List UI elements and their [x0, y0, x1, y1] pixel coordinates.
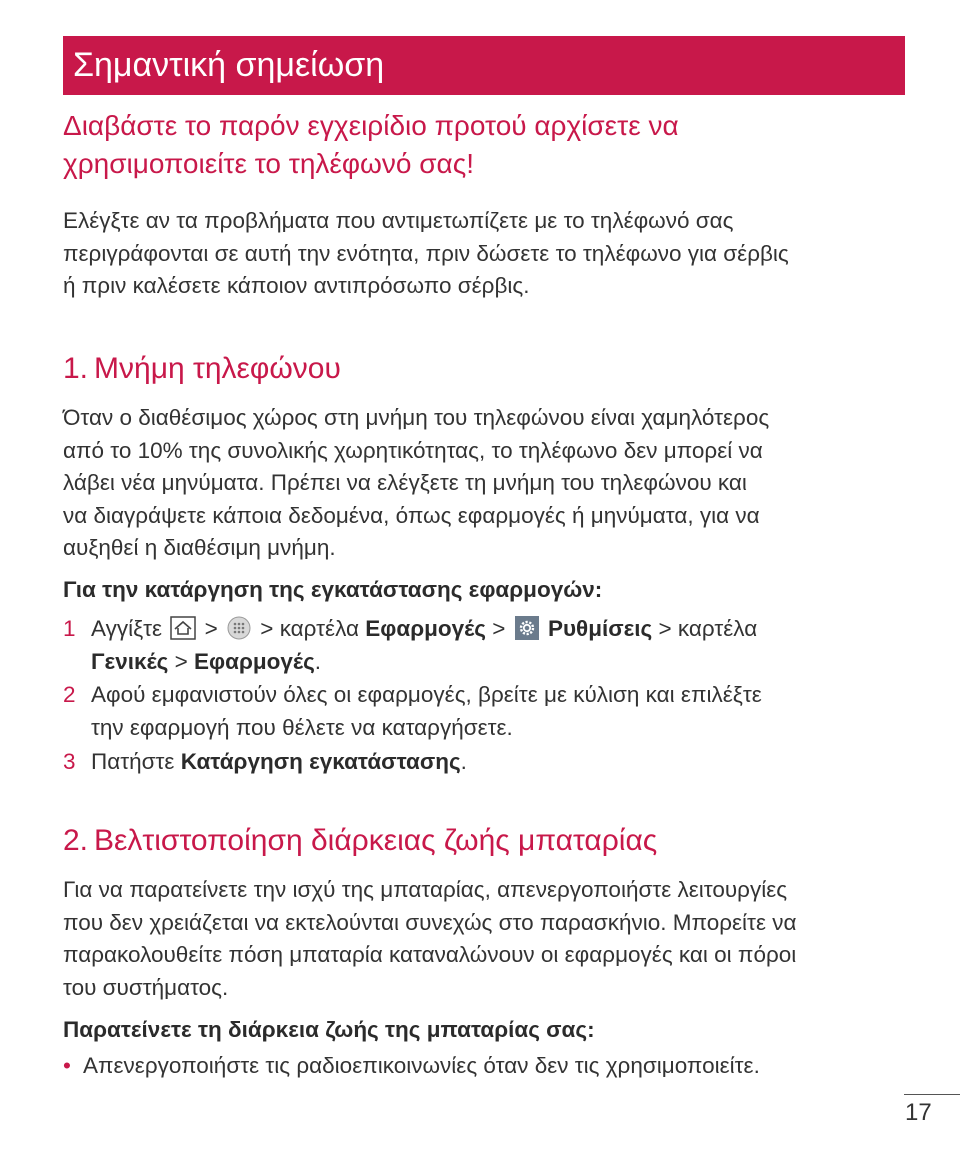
- bullet-item: [63, 1050, 905, 1082]
- paragraph-line: αυξηθεί η διαθέσιμη μνήμη.: [63, 535, 336, 560]
- paragraph-line: περιγράφονται σε αυτή την ενότητα, πριν δώσετε το τηλέφωνο για σέρβις: [63, 240, 789, 266]
- apps-tab-label: Εφαρμογές: [365, 616, 486, 641]
- step-text: .: [314, 649, 322, 674]
- page-title: Σημαντική σημείωση: [73, 46, 385, 84]
- settings-label: Ρυθμίσεις: [547, 616, 653, 641]
- step-text: > καρτέλα: [260, 616, 359, 641]
- intro-subtitle-line: χρησιμοποιείτε το τηλέφωνό σας!: [63, 148, 474, 179]
- step-number: 2: [63, 682, 76, 707]
- step-number: 3: [63, 749, 76, 774]
- section-2-title: [63, 822, 657, 860]
- paragraph-line: παρακολουθείτε πόση μπαταρία καταναλώνουν οι εφαρμογές και οι πόροι: [63, 942, 797, 967]
- intro-subtitle-line: Διαβάστε το παρόν εγχειρίδιο προτού αρχίσετε να: [63, 110, 679, 141]
- paragraph-line: που δεν χρειάζεται να εκτελούνται συνεχώς στο παρασκήνιο. Μπορείτε να: [63, 909, 797, 935]
- step-separator: >: [204, 616, 218, 641]
- step-body: [91, 678, 905, 744]
- page-number: 17: [905, 1099, 932, 1126]
- step-1: [63, 612, 905, 678]
- apps-icon: [226, 616, 252, 640]
- step-body: [91, 745, 905, 778]
- section-1-paragraph: [63, 402, 905, 565]
- paragraph-line: λάβει νέα μηνύματα. Πρέπει να ελέγξετε τη μνήμη του τηλεφώνου και: [63, 470, 747, 495]
- applications-label: Εφαρμογές: [194, 649, 315, 674]
- header-banner: [63, 36, 905, 95]
- step-number: 1: [63, 616, 76, 641]
- step-separator: >: [492, 616, 506, 641]
- step-body: [91, 612, 905, 678]
- section-1-heading: Μνήμη τηλεφώνου: [94, 352, 341, 385]
- uninstall-heading: Για την κατάργηση της εγκατάστασης εφαρμογών:: [63, 577, 603, 602]
- uninstall-label: Κατάργηση εγκατάστασης: [180, 749, 461, 774]
- home-key-icon: [170, 616, 196, 640]
- settings-gear-icon: [514, 616, 540, 640]
- paragraph-line: ή πριν καλέσετε κάποιον αντιπρόσωπο σέρβις.: [63, 273, 530, 298]
- intro-paragraph: [63, 205, 905, 303]
- footer-rule: [904, 1094, 960, 1095]
- paragraph-line: Όταν ο διαθέσιμος χώρος στη μνήμη του τηλεφώνου είναι χαμηλότερος: [63, 405, 770, 430]
- paragraph-line: να διαγράψετε κάποια δεδομένα, όπως εφαρμογές ή μηνύματα, για να: [63, 502, 760, 528]
- paragraph-line: του συστήματος.: [63, 974, 229, 1000]
- paragraph-line: από το 10% της συνολικής χωρητικότητας, το τηλέφωνο δεν μπορεί να: [63, 437, 763, 463]
- step-3: [63, 745, 905, 778]
- section-1-number: 1.: [63, 352, 89, 385]
- step-text: Αφού εμφανιστούν όλες οι εφαρμογές, βρείτε με κύλιση και επιλέξτε: [91, 682, 762, 707]
- bullet-text: Απενεργοποιήστε τις ραδιοεπικοινωνίες όταν δεν τις χρησιμοποιείτε.: [83, 1053, 760, 1078]
- intro-subtitle: [63, 107, 905, 183]
- step-text: > καρτέλα: [658, 616, 758, 641]
- step-separator: >: [174, 649, 188, 674]
- step-text: Αγγίξτε: [91, 616, 163, 641]
- paragraph-line: Για να παρατείνετε την ισχύ της μπαταρίας, απενεργοποιήστε λειτουργίες: [63, 877, 788, 902]
- step-text: την εφαρμογή που θέλετε να καταργήσετε.: [91, 715, 513, 740]
- section-2-number: 2.: [63, 824, 89, 857]
- bullet-dot: •: [63, 1053, 71, 1078]
- step-text: .: [460, 749, 467, 774]
- section-1-title: [63, 350, 341, 388]
- section-2-heading: Βελτιστοποίηση διάρκειας ζωής μπαταρίας: [94, 824, 658, 857]
- step-2: [63, 678, 905, 744]
- paragraph-line: Ελέγξτε αν τα προβλήματα που αντιμετωπίζετε με το τηλέφωνό σας: [63, 208, 734, 233]
- step-text: Πατήστε: [91, 749, 175, 774]
- battery-heading: Παρατείνετε τη διάρκεια ζωής της μπαταρίας σας:: [63, 1017, 595, 1042]
- general-tab-label: Γενικές: [91, 649, 169, 674]
- section-2-paragraph: [63, 874, 905, 1004]
